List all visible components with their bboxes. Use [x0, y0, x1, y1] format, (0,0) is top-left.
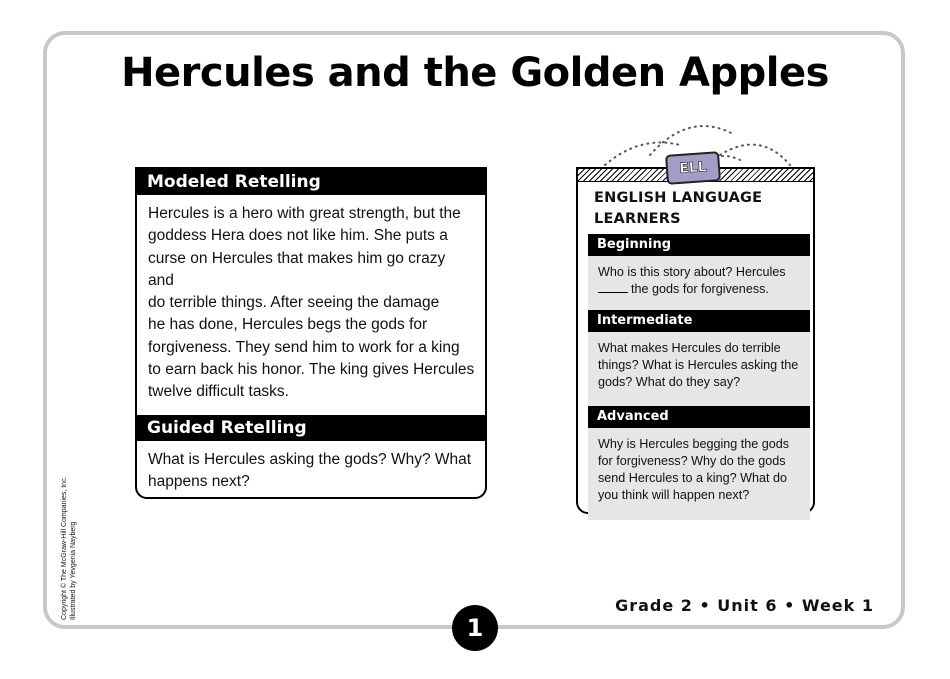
- advanced-heading: Advanced: [588, 406, 810, 428]
- text-line: twelve difficult tasks.: [148, 383, 289, 401]
- retelling-box: [135, 167, 487, 499]
- text-line: Why is Hercules begging the gods: [598, 437, 790, 451]
- text-line: happens next?: [148, 473, 250, 491]
- modeled-retelling-heading: Modeled Retelling: [137, 169, 485, 195]
- text-line: What is Hercules asking the gods? Why? What: [148, 451, 472, 468]
- text-line: [598, 281, 802, 298]
- text-line: What makes Hercules do terrible: [598, 341, 781, 355]
- text-line: gods? What do they say?: [598, 375, 741, 389]
- ell-title-line: ENGLISH LANGUAGE: [594, 190, 763, 206]
- text-line: you think will happen next?: [598, 488, 750, 502]
- ell-box: [576, 167, 815, 514]
- answer-blank: [598, 292, 628, 293]
- intermediate-heading: Intermediate: [588, 310, 810, 332]
- page-number: 1: [452, 605, 498, 651]
- text-line: Who is this story about? Hercules: [598, 265, 786, 279]
- text-fragment: the gods for forgiveness.: [631, 282, 769, 296]
- beginning-text: [588, 256, 810, 310]
- illustrator-line: Illustrated by Yevgenia Nayberg: [70, 521, 77, 620]
- text-line: to earn back his honor. The king gives Hercules: [148, 361, 475, 379]
- text-line: goddess Hera does not like him. She puts a: [148, 227, 448, 245]
- text-line: do terrible things. After seeing the damage: [148, 294, 440, 312]
- copyright-note: [60, 460, 78, 620]
- modeled-retelling-text: [137, 195, 485, 403]
- grade-unit-week: Grade 2 • Unit 6 • Week 1: [615, 596, 874, 615]
- text-line: he has done, Hercules begs the gods for: [148, 316, 428, 334]
- text-line: curse on Hercules that makes him go crazy and: [148, 249, 446, 289]
- guided-retelling-heading: Guided Retelling: [137, 415, 485, 441]
- text-line: for forgiveness? Why do the gods: [598, 454, 786, 468]
- copyright-line: Copyright © The McGraw-Hill Companies, Inc.: [61, 476, 68, 620]
- text-line: Hercules is a hero with great strength, but the: [148, 205, 461, 222]
- text-line: forgiveness. They send him to work for a king: [148, 338, 460, 356]
- page-title: Hercules and the Golden Apples: [121, 50, 829, 96]
- ell-badge-icon: ELL: [665, 151, 721, 185]
- guided-retelling-text: [137, 441, 485, 494]
- ell-title-line: LEARNERS: [594, 211, 681, 227]
- text-line: things? What is Hercules asking the: [598, 358, 799, 372]
- ell-title: [578, 182, 813, 234]
- intermediate-text: [588, 332, 810, 406]
- beginning-heading: Beginning: [588, 234, 810, 256]
- advanced-text: [588, 428, 810, 520]
- text-line: send Hercules to a king? What do: [598, 471, 788, 485]
